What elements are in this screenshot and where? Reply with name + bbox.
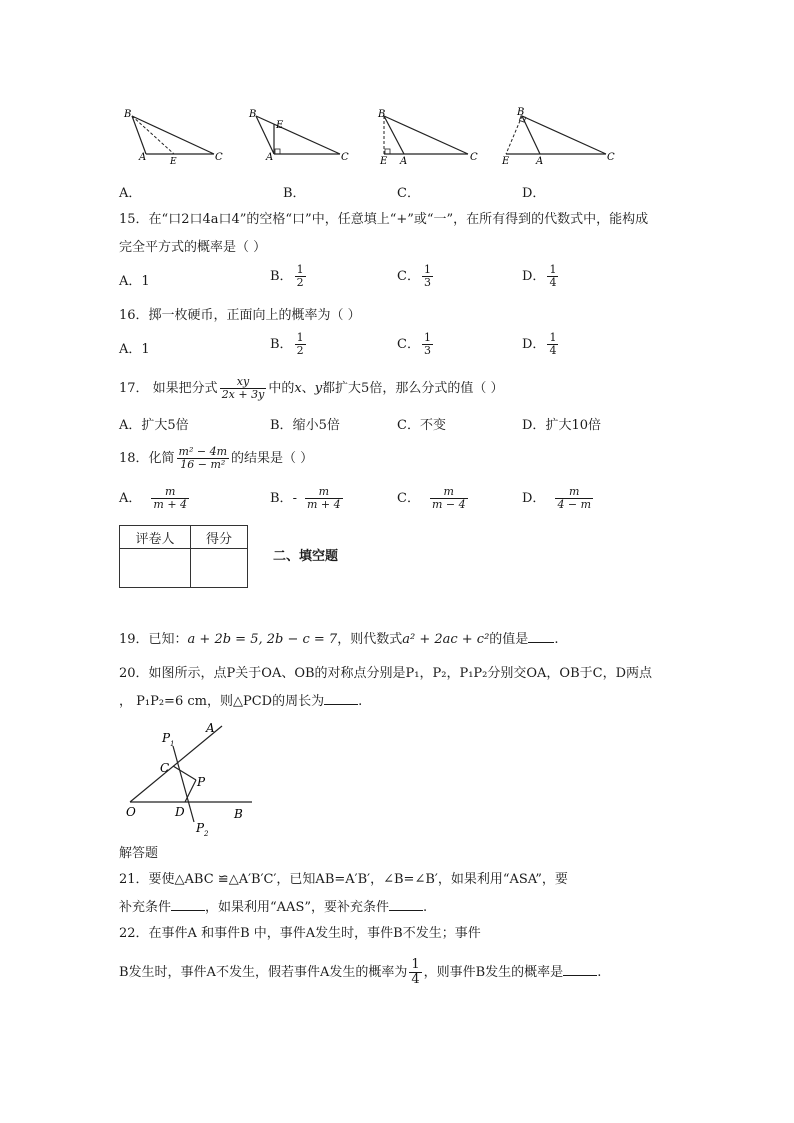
triangle-figure-c	[374, 104, 486, 170]
score-table-grader-cell[interactable]	[120, 549, 191, 588]
q21-answer-blank-asa[interactable]	[171, 898, 205, 911]
section-fill-in: 二、填空题	[273, 549, 339, 564]
fig-option-b: B．	[283, 186, 306, 201]
q18-option-b: B．- $\frac{m}{m + 4}$	[270, 485, 341, 511]
svg-text:2: 2	[204, 830, 209, 838]
svg-text:E: E	[502, 156, 510, 166]
score-table-score: 得分	[191, 526, 248, 549]
reflection-figure	[118, 718, 258, 846]
svg-text:A: A	[139, 152, 147, 163]
svg-text:E: E	[276, 120, 284, 131]
q15-option-a: A．1	[119, 274, 150, 289]
svg-text:C: C	[607, 152, 615, 163]
section-answer: 解答题	[119, 846, 159, 861]
svg-text:P: P	[196, 821, 205, 835]
q17-option-d: D．扩大10倍	[522, 418, 601, 433]
svg-text:B: B	[378, 109, 386, 120]
svg-text:E: E	[380, 156, 388, 166]
q15-option-d: D． $\frac{1}{4}$	[522, 263, 557, 289]
svg-text:C: C	[215, 152, 223, 163]
svg-text:D: D	[175, 805, 185, 819]
svg-text:C: C	[160, 761, 170, 775]
svg-text:B: B	[249, 109, 257, 120]
triangle-figure-a	[118, 104, 228, 170]
q18-option-a: A． $\frac{m}{m + 4}$	[119, 485, 188, 511]
q21-line1: 21．要使△ABC ≌△A′B′C′，已知AB=A′B′，∠B=∠B′，如果利用“ASA”，要	[119, 872, 568, 887]
q21-line2: 补充条件 ，如果利用“AAS”，要补充条件 .	[119, 900, 428, 915]
fig-option-c: C．	[397, 186, 420, 201]
q16-option-b: B． $\frac{1}{2}$	[270, 331, 304, 357]
q15-option-b: B． $\frac{1}{2}$	[270, 263, 304, 289]
q22-line2: B发生时，事件A不发生，假若事件A发生的概率为 $\frac{1}{4}$ ，则事件B发生的概率是 .	[119, 957, 602, 987]
q20-line2: ， P₁P₂=6 cm，则△PCD的周长为 .	[119, 694, 363, 709]
svg-text:A: A	[400, 156, 408, 166]
q16-text: 16．掷一枚硬币，正面向上的概率为（ ）	[119, 308, 361, 323]
q16-option-a: A．1	[119, 342, 150, 357]
q19-text: 19．已知：a + 2b = 5, 2b − c = 7，则代数式a² + 2ac + c²的值是 .	[119, 632, 559, 647]
svg-text:A: A	[206, 721, 215, 735]
q17-text: 17． 如果把分式 $\frac{xy}{2x + 3y}$ 中的x、y都扩大5倍，那么分式的值（ ）	[119, 375, 504, 401]
svg-text:B: B	[124, 109, 132, 120]
triangle-figure-b	[246, 104, 356, 170]
q18-option-c: C． $\frac{m}{m - 4}$	[397, 485, 466, 511]
svg-text:B: B	[234, 807, 243, 821]
score-table	[119, 525, 248, 588]
q22-answer-blank[interactable]	[563, 963, 597, 976]
q17-option-b: B．缩小5倍	[270, 418, 340, 433]
fig-option-a: A．	[119, 186, 142, 201]
svg-text:A: A	[266, 152, 274, 163]
svg-text:B: B	[517, 107, 525, 118]
score-table-score-cell[interactable]	[191, 549, 248, 588]
svg-text:A: A	[536, 156, 544, 166]
triangle-figure-d	[500, 104, 620, 170]
svg-text:P: P	[162, 731, 171, 745]
q15-text2: 完全平方式的概率是（ ）	[119, 240, 267, 255]
svg-text:C: C	[341, 152, 349, 163]
q22-line1: 22．在事件A 和事件B 中，事件A发生时，事件B不发生；事件	[119, 926, 481, 941]
svg-text:E: E	[170, 157, 177, 166]
q20-answer-blank[interactable]	[324, 692, 358, 705]
q16-option-d: D． $\frac{1}{4}$	[522, 331, 557, 357]
q18-text: 18．化简 $\frac{\text{m² − 4m}}{\text{16 − m²}}$ 的结果是（ ）	[119, 445, 314, 471]
q15-option-c: C． $\frac{1}{3}$	[397, 263, 431, 289]
q15-text: 15．在“口2口4a口4”的空格“口”中，任意填上“+”或“一”，在所有得到的代数式中，能构成	[119, 212, 649, 227]
q19-answer-blank[interactable]	[528, 630, 554, 643]
q16-option-c: C． $\frac{1}{3}$	[397, 331, 431, 357]
q17-option-c: C．不变	[397, 418, 446, 433]
svg-text:O: O	[126, 805, 136, 819]
q18-option-d: D． $\frac{m}{4 - m}$	[522, 485, 592, 511]
svg-text:P: P	[197, 775, 206, 789]
svg-text:C: C	[470, 152, 478, 163]
fig-option-d: D．	[522, 186, 546, 201]
svg-text:1: 1	[170, 740, 175, 748]
q21-answer-blank-aas[interactable]	[389, 898, 423, 911]
q17-option-a: A．扩大5倍	[119, 418, 189, 433]
score-table-grader: 评卷人	[120, 526, 191, 549]
q20-line1: 20．如图所示，点P关于OA、OB的对称点分别是P₁，P₂，P₁P₂分别交OA，OB于C，D两点	[119, 666, 653, 681]
